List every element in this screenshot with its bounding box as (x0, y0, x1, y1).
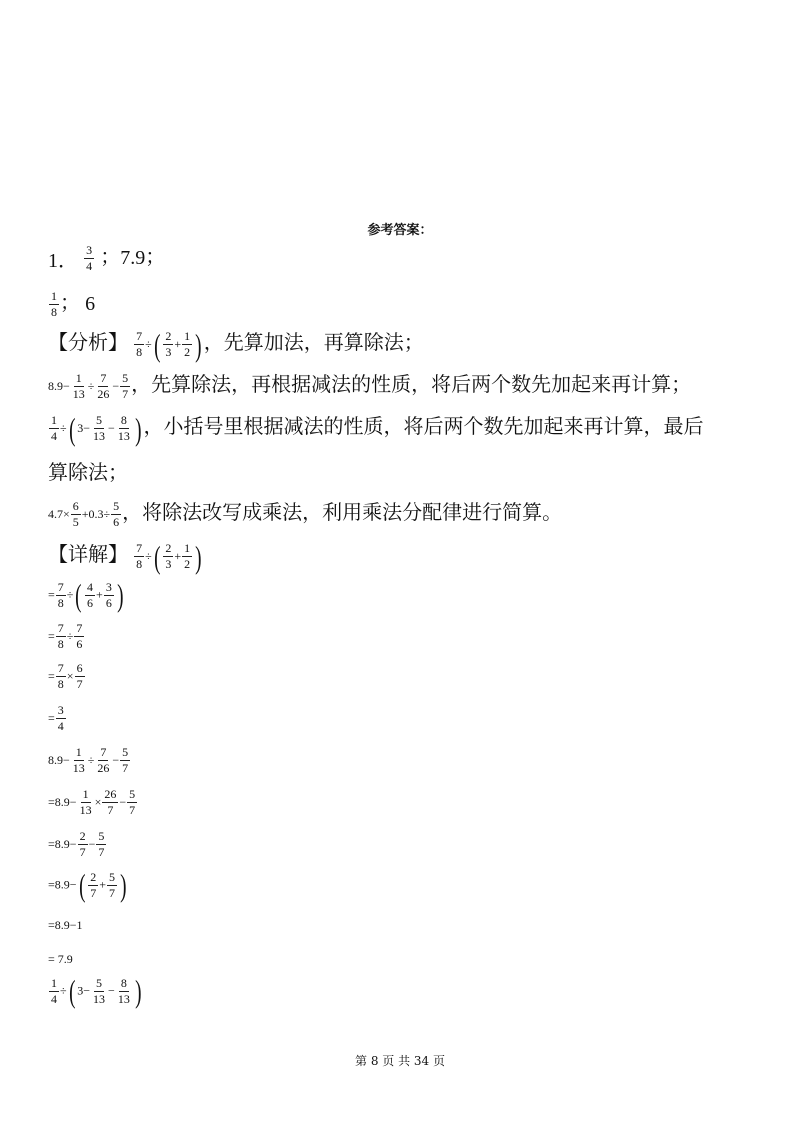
fraction: $\frac{4}{6}$ (87, 579, 94, 610)
fraction: $\frac{7}{8}$ (57, 579, 64, 610)
answer-value: 7.9 (120, 247, 146, 269)
analysis-text: ，先算加法，再算除法； (203, 330, 424, 354)
fraction: $\frac{2}{3}$ (165, 329, 172, 359)
fraction: $\frac{5}{7}$ (122, 745, 129, 775)
answer-line-2 (48, 286, 95, 319)
fraction: $\frac{7}{6}$ (76, 621, 83, 651)
left-paren: ( (75, 577, 82, 613)
fraction: $\frac{8}{13}$ (117, 413, 130, 443)
fraction: $\frac{5}{6}$ (113, 499, 120, 529)
question-number: 1． (48, 250, 78, 272)
fraction: $\frac{26}{7}$ (104, 787, 117, 817)
fraction: $\frac{2}{3}$ (165, 541, 172, 571)
page-footer: 第 8 页 共 34 页 (355, 1054, 445, 1068)
right-paren: ) (134, 410, 142, 447)
detail-step: = $\frac{3}{4}$ (48, 703, 64, 733)
analysis-line-4: 4.7× $\frac{6}{5}$ +0.3÷ $\frac{5}{6}$ ，将除法改写成乘法，利用乘法分配律进行简算。 (48, 499, 563, 529)
separator: ； (145, 244, 166, 268)
fraction: $\frac{3}{6}$ (105, 579, 112, 610)
fraction: $\frac{3}{4}$ (57, 703, 64, 733)
detail-step: =8.9− $\frac{1}{13}$ × $\frac{26}{7}$ − $\frac{5}{7}$ (48, 787, 136, 817)
fraction: $\frac{5}{7}$ (129, 787, 136, 817)
fraction: $\frac{1}{2}$ (184, 541, 191, 571)
answer-value: 6 (85, 293, 96, 315)
left-paren: ( (153, 326, 161, 363)
right-paren: ) (195, 538, 202, 575)
fraction: $\frac{7}{8}$ (136, 541, 143, 571)
separator: ； (60, 290, 80, 314)
fraction: $\frac{6}{7}$ (76, 661, 83, 691)
page-title: 参考答案： (367, 223, 433, 238)
detail-step: =8.9−1 (48, 918, 83, 932)
fraction: $\frac{6}{5}$ (72, 499, 79, 529)
analysis-text: ，小括号里根据减法的性质，将后两个数先加起来再计算，最后 (143, 414, 704, 438)
right-paren: ) (120, 867, 127, 903)
fraction: $\frac{1}{4}$ (51, 975, 57, 1006)
analysis-line-1: 【分析】 $\frac{7}{8}$ ÷( $\frac{2}{3}$ + $\frac{1}{2}$ ) ，先算加法，再算除法； (48, 326, 424, 363)
fraction: $\frac{1}{13}$ (72, 371, 85, 401)
fraction: $\frac{8}{13}$ (117, 975, 130, 1006)
fraction: $\frac{1}{4}$ (51, 413, 57, 443)
fraction: $\frac{5}{7}$ (98, 829, 105, 859)
separator: ； (100, 244, 121, 268)
right-paren: ) (134, 973, 142, 1009)
answer-line-1 (48, 240, 165, 273)
left-paren: ( (68, 973, 76, 1009)
left-paren: ( (68, 410, 76, 447)
detail-step: = $\frac{7}{8}$ ÷ $\frac{7}{6}$ (48, 621, 83, 651)
fraction: $\frac{2}{7}$ (79, 829, 86, 859)
detail-step: =8.9− $\frac{2}{7}$ − $\frac{5}{7}$ (48, 829, 105, 859)
left-paren: ( (153, 538, 161, 575)
fraction: $\frac{2}{7}$ (90, 869, 97, 900)
answer-fraction: $\frac{1}{8}$ (51, 289, 57, 319)
analysis-text-continued: 算除法； (48, 460, 128, 484)
fraction: $\frac{7}{8}$ (57, 661, 64, 691)
detail-step: = $\frac{7}{8}$ ÷( $\frac{4}{6}$ + $\frac{3}{6}$ ) (48, 577, 124, 613)
left-paren: ( (78, 867, 86, 903)
fraction: $\frac{1}{13}$ (79, 787, 92, 817)
fraction: $\frac{5}{7}$ (122, 371, 129, 401)
detail-step: =8.9−( $\frac{2}{7}$ + $\frac{5}{7}$ ) (48, 867, 127, 903)
answer-fraction: $\frac{3}{4}$ (86, 243, 93, 273)
right-paren: ) (116, 577, 124, 613)
analysis-text: ，将除法改写成乘法，利用乘法分配律进行简算。 (122, 500, 563, 524)
fraction: $\frac{5}{13}$ (93, 413, 106, 443)
detail-line-0: 【详解】 $\frac{7}{8}$ ÷( $\frac{2}{3}$ + $\frac{1}{2}$ ) (48, 538, 202, 575)
analysis-line-2: 8.9− $\frac{1}{13}$ ÷ $\frac{7}{26}$ − $\frac{5}{7}$ ，先算除法，再根据减法的性质，将后两个数先加起来再计算； (48, 371, 692, 401)
detail-label: 【详解】 (48, 542, 128, 566)
detail-step: $\frac{1}{4}$ ÷( 3− $\frac{5}{13}$ − $\frac{8}{13}$ ) (51, 973, 142, 1009)
analysis-line-3: $\frac{1}{4}$ ÷( 3− $\frac{5}{13}$ − $\frac{8}{13}$ ) ，小括号里根据减法的性质，将后两个数先加起来再计算，最后 (51, 410, 704, 447)
fraction: $\frac{5}{7}$ (109, 869, 115, 900)
fraction: $\frac{7}{8}$ (57, 621, 64, 651)
right-paren: ) (195, 326, 202, 363)
fraction: $\frac{7}{26}$ (97, 371, 110, 401)
fraction: $\frac{5}{13}$ (93, 975, 106, 1006)
detail-step: 8.9− $\frac{1}{13}$ ÷ $\frac{7}{26}$ − $\frac{5}{7}$ (48, 745, 129, 775)
fraction: $\frac{7}{26}$ (97, 745, 110, 775)
analysis-text: ，先算除法，再根据减法的性质，将后两个数先加起来再计算； (131, 372, 692, 396)
fraction: $\frac{1}{13}$ (72, 745, 85, 775)
detail-step: = $\frac{7}{8}$ × $\frac{6}{7}$ (48, 661, 83, 691)
detail-step: = 7.9 (48, 952, 73, 966)
fraction: $\frac{1}{2}$ (184, 329, 191, 359)
fraction: $\frac{7}{8}$ (136, 329, 143, 359)
analysis-label: 【分析】 (48, 330, 128, 354)
